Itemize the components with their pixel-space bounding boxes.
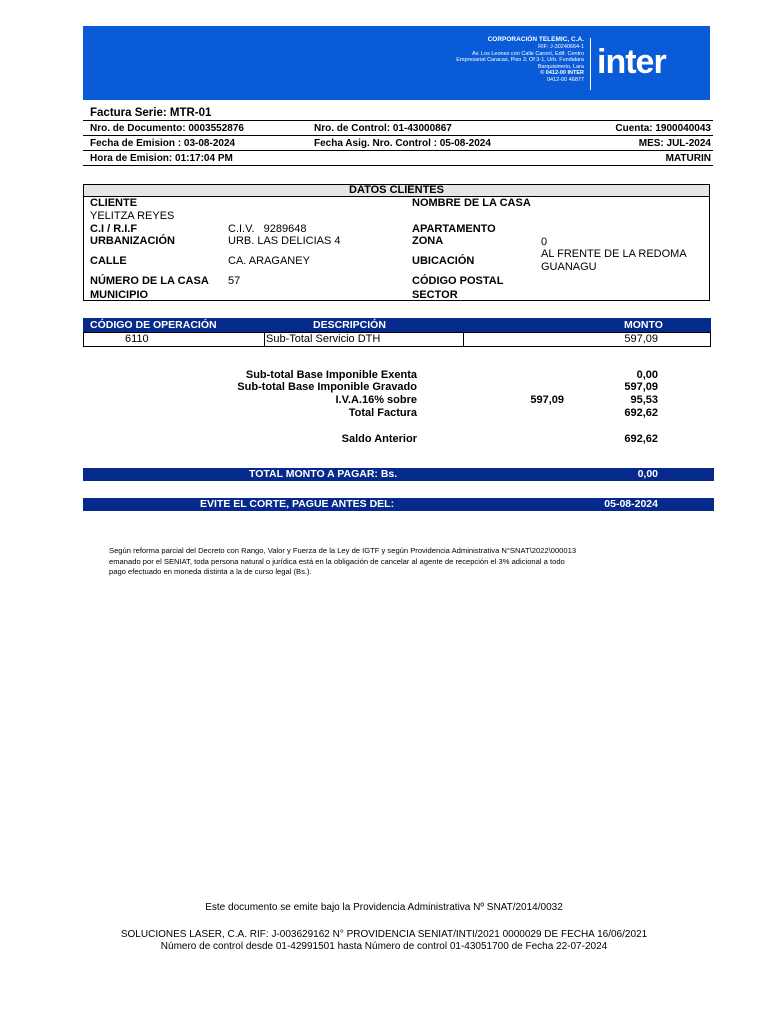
calle-value: CA. ARAGANEY: [228, 255, 310, 267]
zona-value: 0: [541, 236, 548, 248]
company-line: Av. Los Leones con Calle Caroní, Edif. Centro: [472, 50, 584, 57]
ci-label: C.I / R.I.F: [90, 223, 138, 235]
divider: [83, 165, 713, 166]
igtf-note: [109, 546, 669, 578]
total-factura-value: 692,62: [624, 407, 658, 419]
footer-imprenta: SOLUCIONES LASER, C.A. RIF: J-003629162 N° PROVIDENCIA SENIAT/INTI/2021 0000029 DE FECHA 16/06/2021: [120, 929, 648, 940]
evite-corte-date: 05-08-2024: [604, 498, 658, 510]
nro-documento: Nro. de Documento: 0003552876: [90, 123, 244, 134]
cliente-label: CLIENTE: [90, 197, 138, 209]
iva-base: 597,09: [530, 394, 564, 406]
mes: MES: JUL-2024: [638, 138, 711, 149]
codigo-postal-label: CÓDIGO POSTAL: [412, 275, 504, 287]
fecha-asig-control: Fecha Asig. Nro. Control : 05-08-2024: [314, 138, 491, 149]
exenta-value: 0,00: [636, 369, 658, 381]
company-line: RIF: J-30240664-1: [538, 44, 584, 50]
row-codigo: 6110: [125, 333, 149, 345]
urbanizacion-value: URB. LAS DELICIAS 4: [228, 235, 341, 247]
logo-divider: [590, 38, 591, 90]
company-phone: © 0412-00 INTER: [540, 70, 584, 77]
numero-casa-label: NÚMERO DE LA CASA: [90, 275, 209, 287]
municipio-label: MUNICIPIO: [90, 289, 149, 301]
hora-emision: Hora de Emision: 01:17:04 PM: [90, 153, 233, 164]
client-data-title: DATOS CLIENTES: [349, 184, 444, 196]
divider: [83, 135, 713, 136]
iva-value: 95,53: [630, 394, 658, 406]
saldo-anterior-label: Saldo Anterior: [341, 433, 417, 445]
apartamento-label: APARTAMENTO: [412, 223, 496, 235]
company-phone-2: 0412-00 46877: [546, 76, 584, 83]
note-line: pago efectuado en moneda distinta a la de curso legal (Bs.).: [109, 567, 312, 577]
exenta-label: Sub-total Base Imponible Exenta: [245, 369, 417, 381]
row-monto: 597,09: [624, 333, 658, 345]
footer-control-range: Número de control desde 01-42991501 hasta Número de control 01-43051700 de Fecha 22-07-2024: [160, 941, 608, 952]
urbanizacion-label: URBANIZACIÓN: [90, 235, 175, 247]
table-row: [83, 332, 711, 347]
cuenta: Cuenta: 1900040043: [615, 123, 711, 134]
gravado-label: Sub-total Base Imponible Gravado: [237, 381, 417, 393]
numero-casa-value: 57: [228, 275, 241, 287]
row-descripcion: Sub-Total Servicio DTH: [266, 333, 381, 345]
ci-value: C.I.V. 9289648: [228, 223, 307, 235]
total-pagar-value: 0,00: [637, 468, 658, 480]
zona-label: ZONA: [412, 235, 444, 247]
cliente-value: YELITZA REYES: [90, 210, 175, 222]
divider: [83, 120, 713, 121]
evite-corte-label: EVITE EL CORTE, PAGUE ANTES DEL:: [200, 498, 395, 510]
company-name: CORPORACIÓN TELEMIC, C.A.: [487, 36, 584, 43]
col-codigo-header: CÓDIGO DE OPERACIÓN: [90, 319, 217, 331]
invoice-serie: Factura Serie: MTR-01: [90, 107, 212, 119]
company-line: Barquisimeto, Lara: [537, 63, 584, 70]
total-pagar-label: TOTAL MONTO A PAGAR: Bs.: [249, 468, 398, 480]
sector-label: SECTOR: [412, 289, 458, 301]
ubicacion-value-2: GUANAGU: [541, 261, 597, 273]
iva-label: I.V.A.16% sobre: [335, 394, 417, 406]
company-line: Empresarial Caracas, Piso 3, Of 3-1, Urb. Fundalara: [456, 57, 584, 64]
cell-divider: [84, 333, 265, 346]
calle-label: CALLE: [90, 255, 127, 267]
footer-providencia: Este documento se emite bajo la Providencia Administrativa Nº SNAT/2014/0032: [205, 902, 563, 913]
total-pagar-bar: [83, 468, 714, 481]
total-factura-label: Total Factura: [348, 407, 417, 419]
col-monto-header: MONTO: [624, 319, 663, 331]
nro-control: Nro. de Control: 01-43000867: [314, 123, 452, 134]
ubicacion-label: UBICACIÓN: [412, 255, 475, 267]
inter-logo: inter: [597, 43, 666, 81]
header-banner: [83, 26, 710, 100]
col-descripcion-header: DESCRIPCIÓN: [313, 319, 386, 331]
saldo-anterior-value: 692,62: [624, 433, 658, 445]
note-line: emanado por el SENIAT, toda persona natural o jurídica está en la obligación de cancelar al agente de recepción el 3% adicional a todo: [109, 556, 565, 566]
client-data-header: [84, 185, 709, 197]
company-info: [364, 36, 584, 84]
divider: [83, 150, 713, 151]
evite-corte-bar: [83, 498, 714, 511]
gravado-value: 597,09: [624, 381, 658, 393]
ubicacion-value: AL FRENTE DE LA REDOMA: [541, 248, 687, 260]
ciudad: MATURIN: [665, 153, 711, 164]
cell-divider: [463, 333, 464, 346]
nombre-casa-label: NOMBRE DE LA CASA: [412, 197, 531, 209]
note-line: Según reforma parcial del Decreto con Rango, Valor y Fuerza de la Ley de IGTF y según Providencia Administrativa N°SNAT\2022\000013: [109, 546, 577, 555]
fecha-emision: Fecha de Emision : 03-08-2024: [90, 138, 236, 149]
